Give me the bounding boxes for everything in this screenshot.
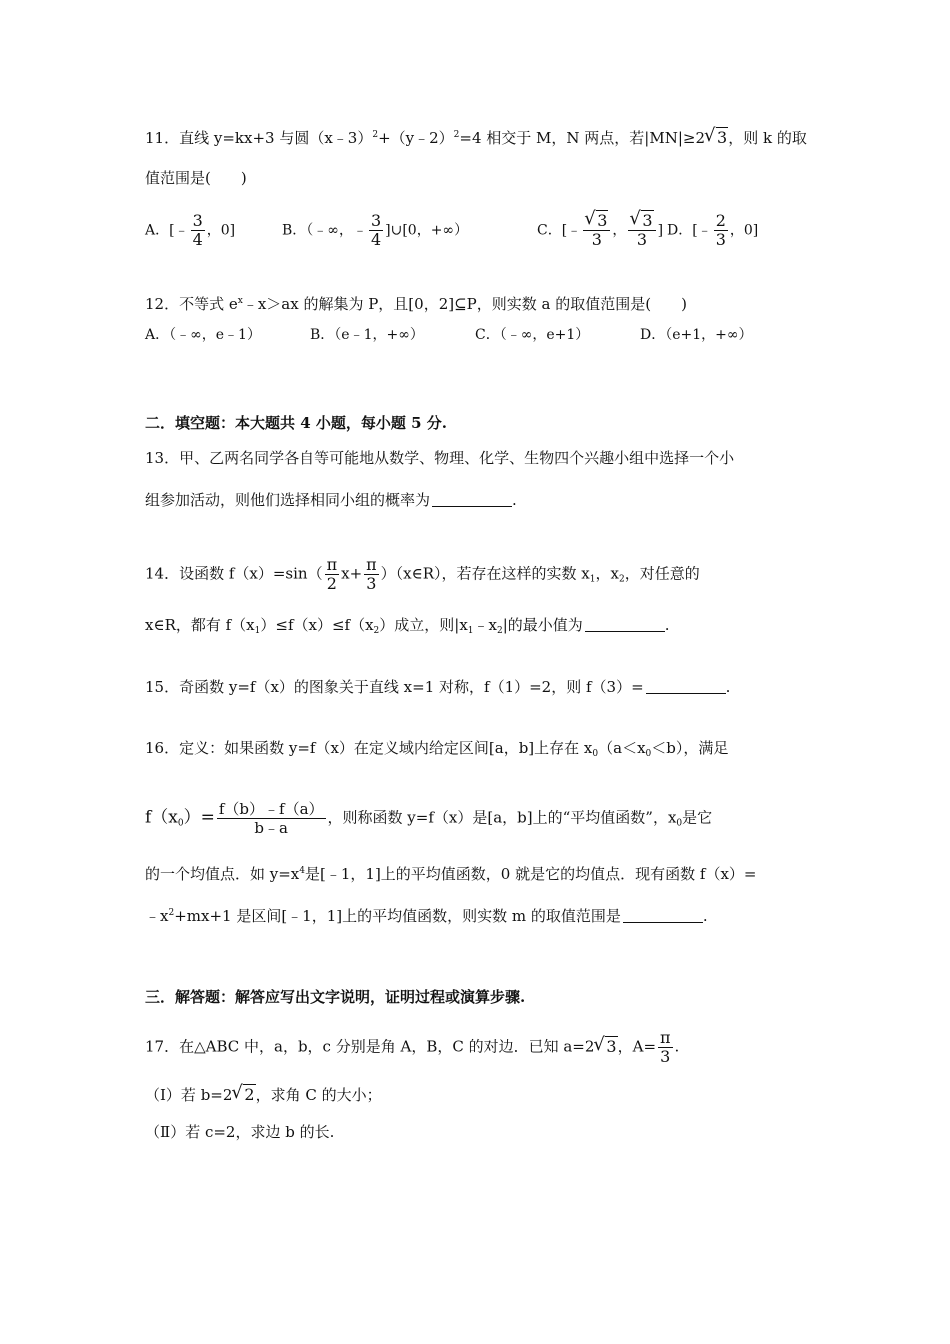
subscript: 2 [373,626,380,636]
denominator: 3 [660,1047,671,1066]
option-text: ， [612,222,627,239]
sqrt-expression [233,1084,255,1106]
option-text: B．（﹣∞，﹣ [282,222,367,239]
q16-text: ＜b），满足 [651,739,729,757]
q14-text: ﹣x [473,616,497,634]
fraction [217,800,326,837]
section-3-heading: 三．解答题：解答应写出文字说明，证明过程或演算步骤. [145,988,526,1006]
subscript: 1 [589,574,596,585]
numerator: 3 [192,211,203,230]
q17-part1 [145,1084,382,1106]
denominator: 3 [366,574,377,593]
q17-text: （Ⅰ）若 b=2 [145,1086,233,1104]
q16-text: 16．定义：如果函数 y=f（x）在定义域内给定区间[a，b]上存在 x [145,739,593,757]
superscript: 4 [299,866,306,876]
fraction [658,1029,673,1066]
q14-text: x+ [341,564,363,583]
q11-text: 11．直线 y=kx+3 与圆（x﹣3） [145,129,373,147]
numerator: f（b）﹣f（a） [218,800,324,818]
superscript: 2 [168,908,175,918]
fraction [628,212,655,249]
q14-text: ，x [595,564,619,583]
fraction [191,212,205,249]
sqrt-expression [586,212,608,230]
q12-option-a: A．（﹣∞，e﹣1） [145,327,261,343]
numerator [628,212,655,231]
q13-text: 组参加活动，则他们选择相同小组的概率为 [145,491,431,509]
q16-text: ，则称函数 y=f（x）是[a，b]上的“平均值函数”，x [327,808,677,827]
option-text: ]∪[0，+∞） [385,222,469,239]
q11-text: +（y﹣2） [378,129,454,147]
q16-line1 [145,737,728,765]
q11-line2: 值范围是( ) [145,169,247,187]
numerator: π [660,1028,671,1047]
q14-text: ）（x∈R），若存在这样的实数 x [380,564,590,583]
fraction [364,556,379,593]
sqrt-expression [706,127,728,149]
q12-option-d: D．（e+1，+∞） [640,327,753,343]
q11-option-a [145,212,235,249]
denominator: 4 [192,230,203,249]
fraction [325,556,340,593]
q11-text: =4 相交于 M，N 两点，若|MN|≥2 [459,129,706,147]
q14-text: ）成立，则|x [379,616,468,634]
fraction [369,212,383,249]
q14-text: ）≤f（x）≤f（x [260,616,374,634]
denominator: 4 [370,230,382,249]
q14-line1 [145,556,700,593]
q11-option-b [282,212,468,249]
period: . [674,1037,680,1056]
answer-blank [585,617,665,632]
q11-option-d [667,212,758,249]
radicand: 2 [244,1085,255,1104]
denominator: b﹣a [254,819,288,837]
q14-text: x∈R，都有 f（x [145,616,255,634]
numerator: π [326,555,338,574]
q16-text: 的一个均值点．如 y=x [145,865,300,883]
denominator: 3 [715,230,726,249]
formula-text: f（x [145,807,178,828]
sqrt-expression [595,1036,617,1058]
formula-text: ）= [183,807,215,828]
answer-blank [432,492,512,507]
q16-line4 [145,902,708,927]
period: . [512,491,517,509]
option-text: ，0] [206,222,236,239]
q12-text: 12．不等式 e [145,295,238,313]
numerator: 2 [715,211,726,230]
subscript: 2 [618,574,625,585]
sqrt-expression [631,212,653,230]
q17-text: 17．在△ABC 中，a，b，c 分别是角 A，B，C 的对边．已知 a=2 [145,1037,595,1056]
q16-text: （a＜x [598,739,646,757]
denominator: 2 [326,574,337,593]
subscript: 0 [177,818,184,829]
subscript: 0 [676,818,683,829]
q16-line2 [145,800,712,837]
q12-text: ﹣x＞ax 的解集为 P，且[0，2]⊆P，则实数 a 的取值范围是( ) [242,295,687,313]
q11-option-c [537,212,663,249]
period: . [725,678,731,696]
superscript: x [237,296,243,306]
q16-text: +mx+1 是区间[﹣1，1]上的平均值函数，则实数 m 的取值范围是 [174,907,621,925]
q13-line1: 13．甲、乙两名同学各自等可能地从数学、物理、化学、生物四个兴趣小组中选择一个小 [145,449,735,467]
q17-line1 [145,1029,679,1066]
option-text: ] [657,222,664,239]
q11-text: ，则 k 的取 [728,129,807,147]
radicand: 3 [642,211,653,230]
q12-line1 [145,290,687,315]
subscript: 1 [467,626,474,636]
q15-line1 [145,676,730,698]
subscript: 0 [645,749,652,759]
q17-part2: （Ⅱ）若 c=2，求边 b 的长. [145,1123,335,1141]
superscript: 2 [372,130,379,140]
radicand: 3 [717,128,728,147]
denominator: 3 [591,230,602,249]
period: . [702,907,708,925]
fraction [714,212,728,249]
numerator: 3 [370,211,382,230]
q13-line2 [145,489,517,511]
q17-text: ，A= [617,1037,657,1056]
q16-text: ﹣x [145,907,169,925]
q12-option-b: B．（e﹣1，+∞） [310,327,424,343]
superscript: 2 [453,130,460,140]
denominator: 3 [636,230,648,249]
option-text: C．[﹣ [537,222,582,239]
numerator [583,212,610,231]
subscript: 0 [592,749,599,759]
q14-text: 14．设函数 f（x）=sin（ [145,564,323,583]
q14-text: |的最小值为 [502,616,583,634]
answer-blank [646,679,726,694]
option-text: ，0] [729,222,759,239]
q17-text: ，求角 C 的大小； [255,1086,382,1104]
q12-option-c: C．（﹣∞，e+1） [475,327,590,343]
q14-line2 [145,614,670,642]
q16-text: 是[﹣1，1]上的平均值函数，0 就是它的均值点．现有函数 f（x）= [305,865,757,883]
fraction [583,212,610,249]
q11-line1 [145,124,807,149]
q15-text: 15．奇函数 y=f（x）的图象关于直线 x=1 对称，f（1）=2，则 f（3）= [145,678,644,696]
subscript: 2 [497,626,503,636]
option-text: A．[﹣ [145,222,189,239]
q14-text: ，对任意的 [624,564,700,583]
numerator: π [366,555,377,574]
option-text: D．[﹣ [667,222,712,239]
answer-blank [623,908,703,923]
subscript: 1 [254,626,261,636]
radicand: 3 [597,211,608,230]
period: . [664,616,670,634]
q16-text: 是它 [682,808,713,827]
section-2-heading: 二．填空题：本大题共 4 小题，每小题 5 分. [145,414,447,432]
radicand: 3 [606,1036,617,1056]
q16-line3 [145,860,756,885]
